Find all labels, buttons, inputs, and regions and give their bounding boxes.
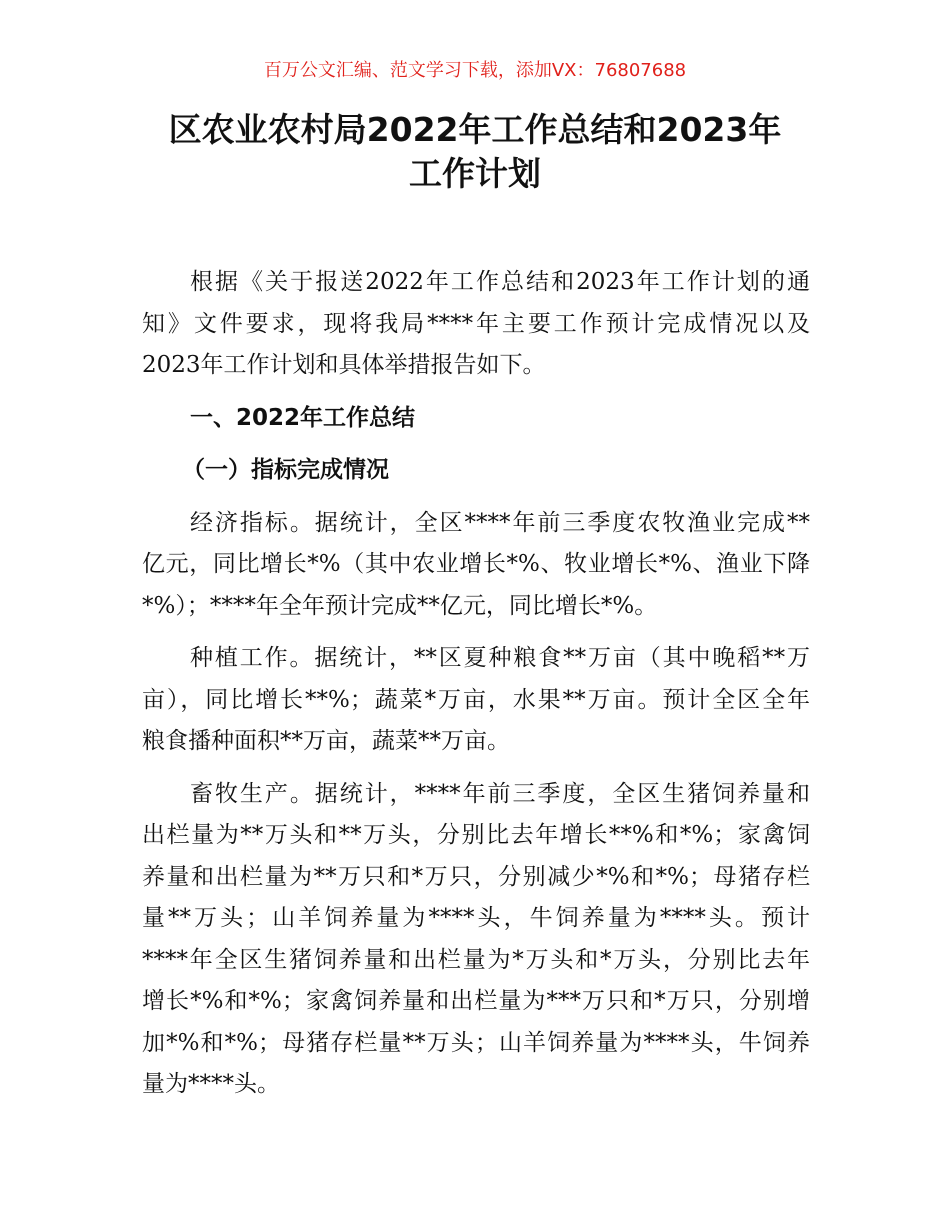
title-line: 区农业农村局2022年工作总结和2023年 [168, 110, 782, 149]
text-line: 2023年工作计划和具体举措报告如下。 [142, 352, 546, 378]
text-line: 经济指标。据统计，全区****年前三季度农牧渔业完成** [190, 509, 810, 536]
paragraph [142, 638, 810, 763]
title-line: 工作计划 [409, 154, 541, 193]
document-body [142, 262, 810, 1117]
text-line: 出栏量为**万头和**万头，分别比去年增长**%和*%；家禽饲 [142, 822, 810, 848]
text-line: 亿元，同比增长*%（其中农业增长*%、牧业增长*%、渔业下降 [142, 551, 810, 577]
document-title [0, 108, 950, 196]
text-line: 知》文件要求，现将我局****年主要工作预计完成情况以及 [142, 310, 810, 337]
text-line: 量为****头。 [142, 1071, 280, 1097]
text-line: ****年全区生猪饲养量和出栏量为*万头和*万头，分别比去年 [142, 946, 810, 973]
text-line: 加*%和*%；母猪存栏量**万头；山羊饲养量为****头，牛饲养 [142, 1029, 810, 1056]
text-line: 亩），同比增长**%；蔬菜*万亩，水果**万亩。预计全区全年 [142, 686, 810, 713]
text-line: 根据《关于报送2022年工作总结和2023年工作计划的通 [190, 269, 810, 295]
watermark-header: 百万公文汇编、范文学习下载，添加VX：76807688 [263, 60, 687, 81]
text-line: 增长*%和*%；家禽饲养量和出栏量为***万只和*万只，分别增 [142, 988, 810, 1014]
text-line: 种植工作。据统计，**区夏种粮食**万亩（其中晚稻**万 [190, 645, 810, 671]
subsection-heading [142, 450, 810, 492]
paragraph [142, 774, 810, 1106]
text-line: *%）；****年全年预计完成**亿元，同比增长*%。 [142, 592, 658, 619]
text-line: 粮食播种面积**万亩，蔬菜**万亩。 [142, 728, 510, 754]
text-line: （一）指标完成情况 [182, 457, 389, 483]
text-line: 畜牧生产。据统计，****年前三季度，全区生猪饲养量和 [190, 780, 810, 807]
text-line: 一、2022年工作总结 [190, 404, 416, 431]
text-line: 量**万头；山羊饲养量为****头，牛饲养量为****头。预计 [142, 905, 810, 931]
text-line: 养量和出栏量为**万只和*万只，分别减少*%和*%；母猪存栏 [142, 863, 810, 890]
paragraph [142, 503, 810, 628]
paragraph [142, 262, 810, 387]
section-heading [142, 398, 810, 440]
